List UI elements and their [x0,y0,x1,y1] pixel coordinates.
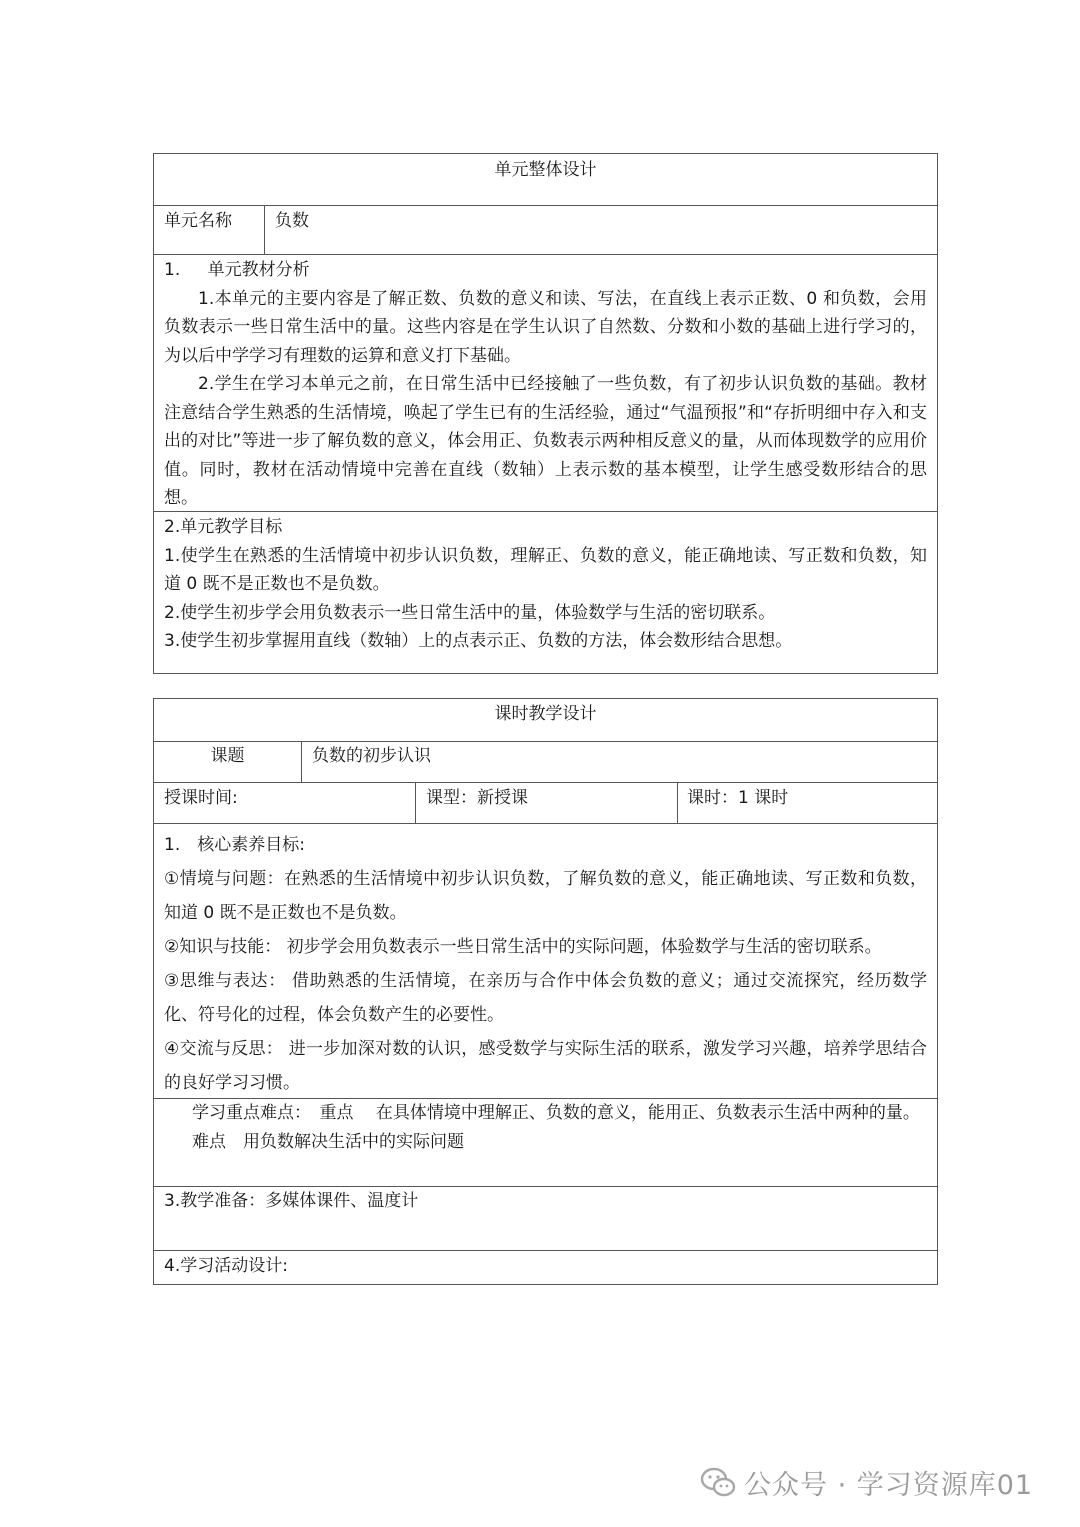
key-points-line: 学习重点难点： 重点 在具体情境中理解正、负数的意义，能用正、负数表示生活中两种的量。 [192,1103,920,1123]
analysis-title-number: 1. [164,260,181,280]
key-difficult-section [154,1098,937,1186]
unit-table-title: 单元整体设计 [494,160,597,180]
schedule-row [154,782,937,823]
lesson-design-table [153,698,938,1285]
core-goal-4: ④交流与反思： 进一步加深对数的认识，感受数学与实际生活的联系，激发学习兴趣，培养学思结合的良好学习习惯。 [164,1039,927,1093]
watermark-text: 公众号 · 学习资源库01 [744,1469,1034,1501]
analysis-paragraph-2: 2.学生在学习本单元之前，在日常生活中已经接触了一些负数，有了初步认识负数的基础。教材注意结合学生熟悉的生活情境，唤起了学生已有的生活经验，通过“气温预报”和“存折明细中存入和支出的对比”等进一步了解负数的意义，体会用正、负数表示两种相反意义的量，从而体现数学的应用价值。同时，教材在活动情境中完善在直线（数轴）上表示数的基本模型，让学生感受数形结合的思想。 [164,374,927,508]
topic-value: 负数的初步认识 [301,742,937,782]
teaching-prep-text: 3.教学准备：多媒体课件、温度计 [164,1191,419,1211]
core-goal-1: ①情境与问题：在熟悉的生活情境中初步认识负数，了解负数的意义，能正确地读、写正数和负数，知道 0 既不是正数也不是负数。 [164,869,927,923]
goal-item-3: 3.使学生初步掌握用直线（数轴）上的点表示正、负数的方法，体会数形结合思想。 [164,631,793,651]
core-goal-3: ③思维与表达： 借助熟悉的生活情境，在亲历与合作中体会负数的意义；通过交流探究，经历数学化、符号化的过程，体会负数产生的必要性。 [164,971,927,1025]
wechat-watermark [700,1462,1033,1502]
unit-design-table [153,153,938,674]
core-goals-section [154,823,937,1098]
core-goal-2: ②知识与技能： 初步学会用负数表示一些日常生活中的实际问题，体验数学与生活的密切联系。 [164,937,882,957]
topic-label: 课题 [210,746,245,766]
topic-row [154,741,937,782]
analysis-paragraph-1: 1.本单元的主要内容是了解正数、负数的意义和读、写法，在直线上表示正数、0 和负数，会用负数表示一些日常生活中的量。这些内容是在学生认识了自然数、分数和小数的基础上进行学习的，为以后中学学习有理数的运算和意义打下基础。 [164,288,927,366]
lesson-hours-label: 课时：1 课时 [677,783,937,823]
activity-design-section [154,1250,937,1284]
lesson-time-label: 授课时间: [164,788,238,808]
activity-design-text: 4.学习活动设计: [164,1256,288,1276]
goal-item-1: 1.使学生在熟悉的生活情境中初步认识负数，理解正、负数的意义，能正确地读、写正数和负数，知道 0 既不是正数也不是负数。 [164,545,927,594]
difficult-points-line: 难点 用负数解决生活中的实际问题 [192,1131,464,1152]
goals-title: 2.单元教学目标 [164,517,283,537]
analysis-title [164,256,927,285]
lesson-table-header [154,699,937,741]
unit-analysis-section [154,254,937,511]
lesson-type-label: 课型：新授课 [415,783,677,823]
analysis-title-text: 单元教材分析 [207,260,310,280]
wechat-icon [700,1466,736,1498]
unit-name-value: 负数 [264,206,937,254]
unit-goals-section [154,511,937,673]
unit-table-header [154,154,937,205]
goal-item-2: 2.使学生初步学会用负数表示一些日常生活中的量，体验数学与生活的密切联系。 [164,602,776,623]
unit-name-row [154,205,937,254]
core-goals-title: 1. 核心素养目标: [164,835,305,855]
unit-name-label: 单元名称 [164,211,232,231]
teaching-prep-section [154,1186,937,1250]
lesson-table-title: 课时教学设计 [494,704,597,724]
